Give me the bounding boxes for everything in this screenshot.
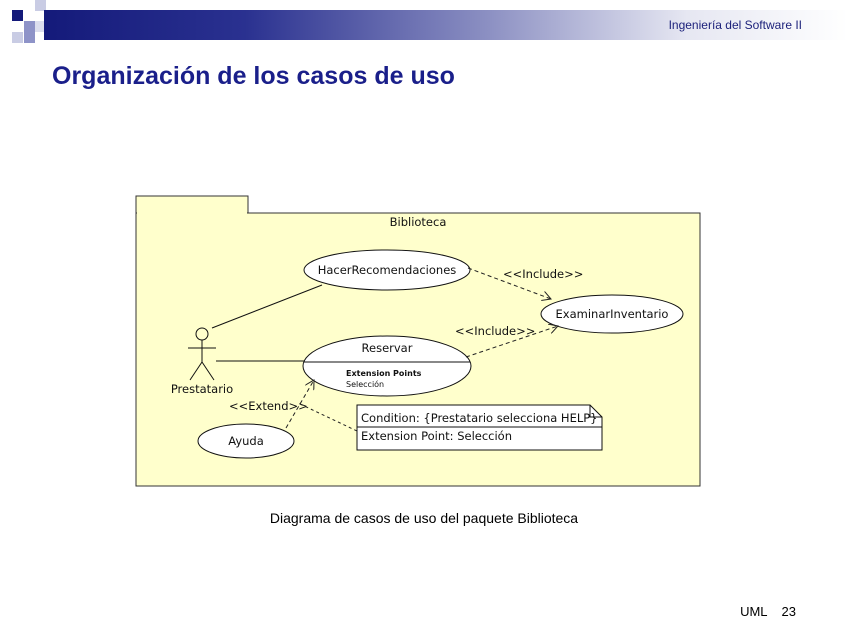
actor-head xyxy=(196,328,208,340)
usecase-recomendaciones xyxy=(304,250,470,290)
package-name: Biblioteca xyxy=(389,215,447,229)
extend-label: <<Extend>> xyxy=(229,399,308,413)
course-title: Ingeniería del Software II xyxy=(668,18,802,32)
page-number: 23 xyxy=(781,604,796,619)
usecase-examinar-label: ExaminarInventario xyxy=(555,307,669,321)
package-tab xyxy=(136,196,248,213)
slide-title: Organización de los casos de uso xyxy=(52,62,455,90)
diagram-caption: Diagrama de casos de uso del paquete Biblioteca xyxy=(269,510,579,526)
extension-point-seleccion: Selección xyxy=(346,380,385,389)
usecase-ayuda-label: Ayuda xyxy=(228,434,264,448)
include-label-2: <<Include>> xyxy=(455,324,536,338)
actor-name: Prestatario xyxy=(170,382,234,396)
usecase-reservar-label: Reservar xyxy=(361,341,413,355)
footer-section: UML xyxy=(740,604,768,619)
condition-note xyxy=(357,405,602,450)
footer xyxy=(726,604,796,619)
usecase-recomendaciones-label: HacerRecomendaciones xyxy=(317,263,457,277)
usecase-reservar xyxy=(303,336,471,396)
note-condition: Condition: {Prestatario selecciona HELP} xyxy=(361,411,598,425)
extension-points-title: Extension Points xyxy=(346,369,422,378)
usecase-examinar xyxy=(541,295,683,333)
usecase-ayuda xyxy=(198,424,294,458)
include-label-1: <<Include>> xyxy=(503,267,584,281)
note-extension-point: Extension Point: Selección xyxy=(361,429,513,443)
